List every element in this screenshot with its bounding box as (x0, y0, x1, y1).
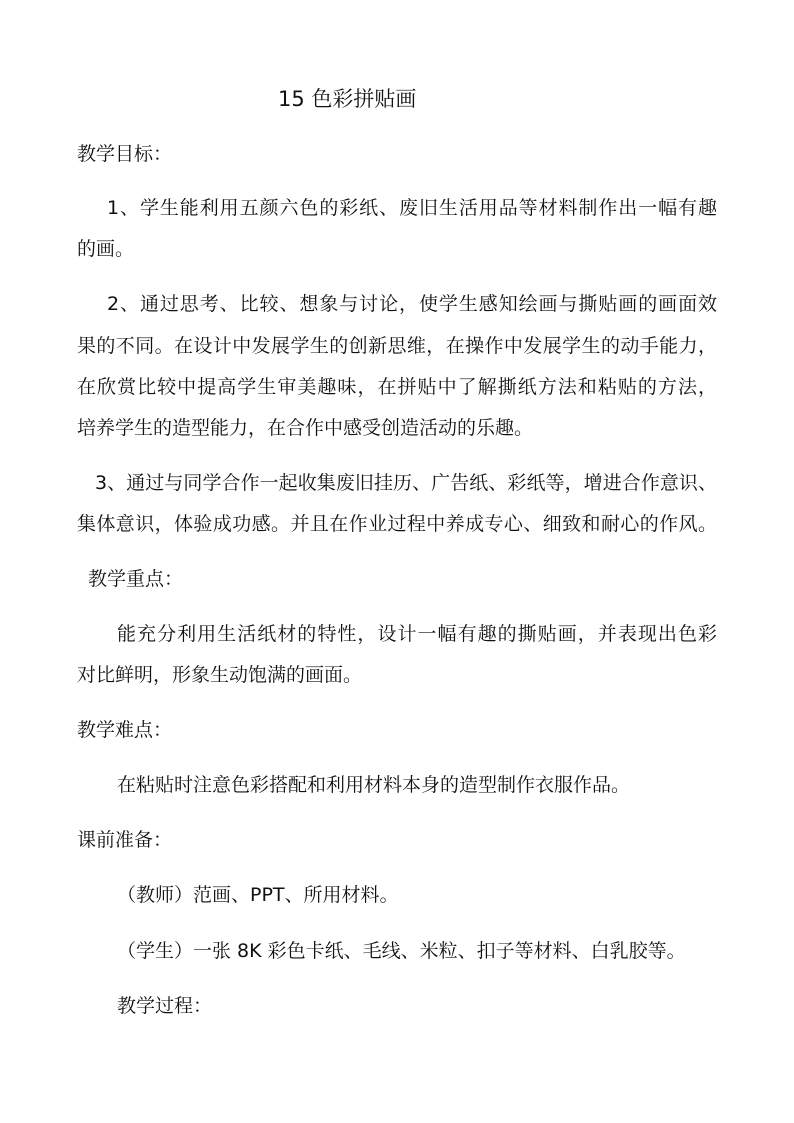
objectives-heading: 教学目标： (77, 143, 173, 165)
key-points-line-1: 能充分利用生活纸材的特性，设计一幅有趣的撕贴画，并表现出色彩 (117, 623, 717, 645)
objective-2-line-1: 2、通过思考、比较、想象与讨论，使学生感知绘画与撕贴画的画面效 (107, 293, 717, 315)
preparation-teacher: （教师）范画、PPT、所用材料。 (117, 884, 399, 906)
preparation-heading: 课前准备： (77, 829, 173, 851)
difficulties-line-1: 在粘贴时注意色彩搭配和利用材料本身的造型制作衣服作品。 (117, 774, 631, 796)
key-points-line-2: 对比鲜明，形象生动饱满的画面。 (77, 664, 363, 686)
objective-3-line-2: 集体意识，体验成功感。并且在作业过程中养成专心、细致和耐心的作风。 (77, 513, 717, 535)
process-heading: 教学过程： (117, 995, 213, 1017)
objective-1-line-2: 的画。 (77, 238, 135, 260)
key-points-heading: 教学重点： (88, 568, 184, 590)
document-title: 15 色彩拼贴画 (278, 87, 417, 111)
objective-2-line-3: 在欣赏比较中提高学生审美趣味，在拼贴中了解撕纸方法和粘贴的方法， (77, 376, 717, 398)
preparation-student: （学生）一张 8K 彩色卡纸、毛线、米粒、扣子等材料、白乳胶等。 (117, 940, 686, 962)
objective-3-line-1: 3、通过与同学合作一起收集废旧挂历、广告纸、彩纸等，增进合作意识、 (95, 472, 717, 494)
objective-2-line-4: 培养学生的造型能力，在合作中感受创造活动的乐趣。 (77, 417, 534, 439)
difficulties-heading: 教学难点： (77, 719, 173, 741)
objective-2-line-2: 果的不同。在设计中发展学生的创新思维，在操作中发展学生的动手能力， (77, 335, 717, 357)
objective-1-line-1: 1、学生能利用五颜六色的彩纸、废旧生活用品等材料制作出一幅有趣 (107, 197, 717, 219)
